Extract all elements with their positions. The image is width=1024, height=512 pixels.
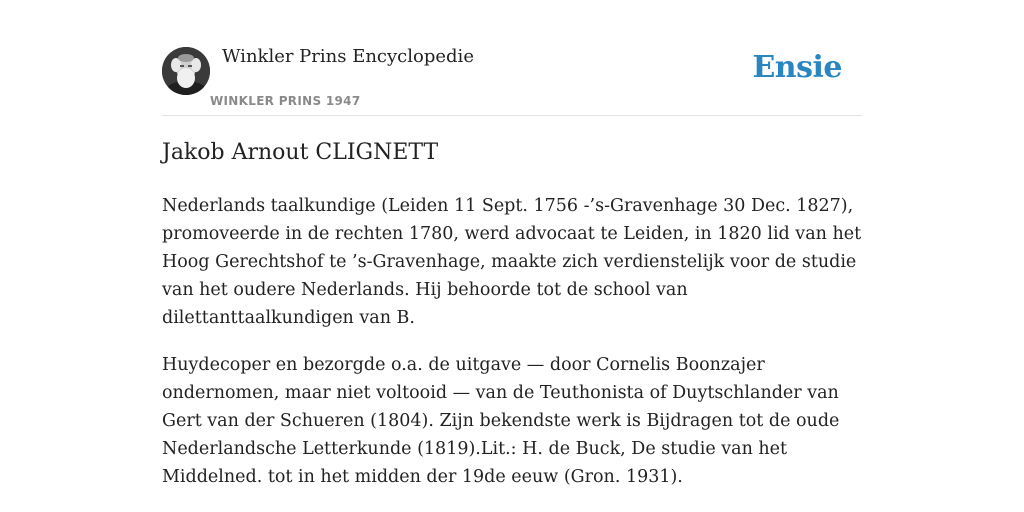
brand-logo[interactable]: Ensie (752, 50, 842, 85)
bearded-man-portrait-icon (162, 47, 210, 95)
header-divider (162, 115, 862, 116)
page-title: Jakob Arnout CLIGNETT (162, 140, 439, 165)
site-header (162, 44, 862, 115)
avatar[interactable] (162, 47, 210, 95)
source-title[interactable]: Winkler Prins Encyclopedie (222, 46, 474, 67)
edition-label[interactable]: WINKLER PRINS 1947 (210, 94, 361, 108)
article-paragraph: Huydecoper en bezorgde o.a. de uitgave — door Cornelis Boonzajer ondernomen, maar niet voltooid — van de Teuthonista of Duytschlander van Gert van der Schueren (1804). Zijn bekendste werk is Bijdragen tot de oude Nederlandsche Letterkunde (1819).Lit.: H. de Buck, De studie van het Middelned. tot in het midden der 19de eeuw (Gron. 1931). (162, 355, 840, 487)
article-paragraph: Nederlands taalkundige (Leiden 11 Sept. 1756 -’s-Gravenhage 30 Dec. 1827), promoveerde in de rechten 1780, werd advocaat te Leiden, in 1820 lid van het Hoog Gerechtshof te ’s-Gravenhage, maakte zich verdienstelijk voor de studie van het oudere Nederlands. Hij behoorde tot de school van dilettanttaalkundigen van B. (162, 196, 862, 328)
